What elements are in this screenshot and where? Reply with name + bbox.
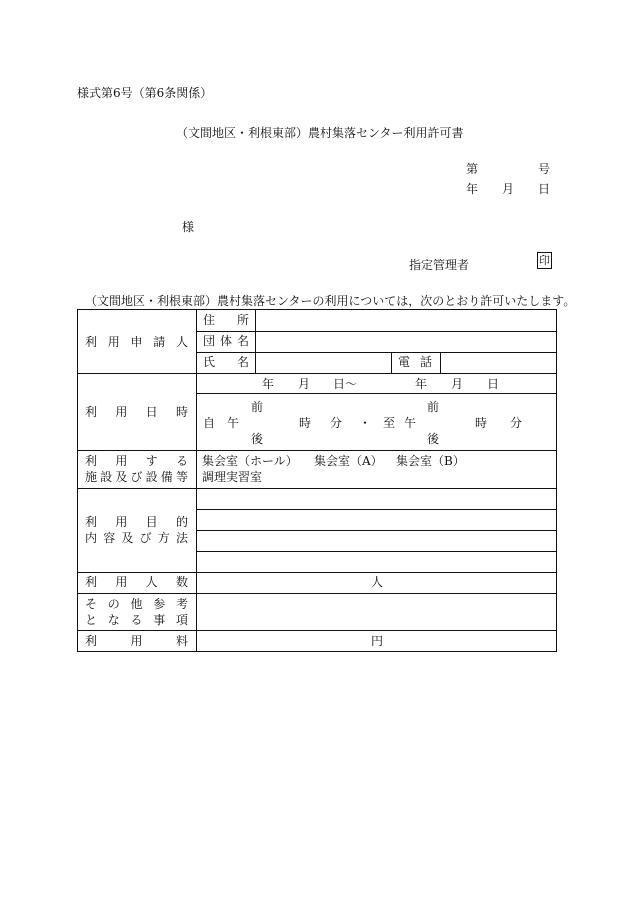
label-char: び <box>139 531 152 545</box>
from-label: 自 <box>203 416 216 430</box>
label-char: 他 <box>130 597 143 611</box>
label-char: 用 <box>115 575 128 589</box>
form-number: 様式第6号（第6条関係） <box>77 86 213 100</box>
date-month: 月 <box>501 182 514 196</box>
label-char: 用 <box>115 405 128 419</box>
number-gou: 号 <box>537 162 550 176</box>
label-char: 目 <box>145 515 158 529</box>
group-name-label <box>203 334 249 348</box>
intro-text: （文間地区・利根東部）農村集落センターの利用については，次のとおり許可いたします。 <box>85 294 576 308</box>
end-pm: 後 <box>427 432 440 446</box>
label-char: 用 <box>130 634 143 648</box>
label-char: 氏 <box>203 355 216 369</box>
label-char: 用 <box>115 454 128 468</box>
label-char: 参 <box>153 597 166 611</box>
label-char: の <box>107 597 120 611</box>
label-char: 話 <box>419 355 432 369</box>
phone-label <box>398 355 432 369</box>
label-char: 利 <box>85 634 98 648</box>
start-hour: 時 <box>299 416 312 430</box>
label-char: 方 <box>157 531 170 545</box>
label-char: 請 <box>153 335 166 349</box>
facilities-label-line2 <box>85 470 188 484</box>
datetime-label <box>85 405 188 419</box>
applicant-label-text <box>85 335 188 349</box>
number-dai: 第 <box>466 162 479 176</box>
seal-mark: 印 <box>539 254 550 267</box>
facility-option-hall: 集会室（ホール） <box>202 454 298 468</box>
label-char: 及 <box>121 531 134 545</box>
document-title: （文間地区・利根東部）農村集落センター利用許可書 <box>176 126 464 140</box>
fee-unit: 円 <box>371 634 384 648</box>
people-count-label <box>85 575 188 589</box>
end-month: 月 <box>451 377 464 391</box>
end-am: 前 <box>427 400 440 414</box>
label-char: び <box>130 470 143 484</box>
separator-dot: ・ <box>359 416 372 430</box>
label-char: 及 <box>115 470 128 484</box>
people-unit: 人 <box>371 575 384 589</box>
permit-form-table <box>77 309 557 652</box>
start-am: 前 <box>251 400 264 414</box>
date-day: 日 <box>537 182 550 196</box>
label-char: 用 <box>115 515 128 529</box>
start-month: 月 <box>298 377 311 391</box>
label-char: 数 <box>175 575 188 589</box>
applicant-label <box>85 335 188 349</box>
label-char: 内 <box>85 531 98 545</box>
name-label <box>203 355 249 369</box>
label-char: 利 <box>85 335 98 349</box>
label-char: 等 <box>175 470 188 484</box>
facility-option-room-a: 集会室（A） <box>314 454 383 468</box>
label-char: と <box>85 613 98 627</box>
start-day: 日〜 <box>333 377 358 391</box>
purpose-label-line1 <box>85 515 188 529</box>
start-noon: 午 <box>227 416 240 430</box>
addressee-sama: 様 <box>182 220 195 234</box>
label-char: る <box>130 613 143 627</box>
label-char: す <box>145 454 158 468</box>
label-char: 体 <box>219 334 232 348</box>
to-label: 至 <box>383 416 396 430</box>
manager-label: 指定管理者 <box>409 258 470 272</box>
label-char: 時 <box>175 405 188 419</box>
label-char: 利 <box>85 515 98 529</box>
label-char: 所 <box>236 313 249 327</box>
document-number-line <box>466 160 550 177</box>
label-char: 住 <box>203 313 216 327</box>
end-day: 日 <box>487 377 500 391</box>
label-char: る <box>175 454 188 468</box>
label-char: 料 <box>175 634 188 648</box>
start-minute: 分 <box>330 416 343 430</box>
other-label-line2 <box>85 613 188 627</box>
label-char: 利 <box>85 454 98 468</box>
issue-date-line <box>466 180 550 197</box>
label-char: 設 <box>100 470 113 484</box>
facility-option-room-b: 集会室（B） <box>396 454 465 468</box>
label-char: 日 <box>145 405 158 419</box>
end-minute: 分 <box>510 416 523 430</box>
label-char: 設 <box>145 470 158 484</box>
end-hour: 時 <box>475 416 488 430</box>
label-char: 容 <box>103 531 116 545</box>
label-char: 備 <box>160 470 173 484</box>
label-char: 名 <box>236 334 249 348</box>
label-char: 用 <box>107 335 120 349</box>
end-year: 年 <box>415 377 428 391</box>
label-char: 利 <box>85 575 98 589</box>
purpose-label-line2 <box>85 531 188 545</box>
end-noon: 午 <box>404 416 417 430</box>
fee-label <box>85 634 188 648</box>
label-char: 団 <box>203 334 216 348</box>
label-char: 的 <box>175 515 188 529</box>
label-char: 施 <box>85 470 98 484</box>
facility-option-cooking-room: 調理実習室 <box>202 470 263 484</box>
label-char: 電 <box>398 355 411 369</box>
label-char: そ <box>85 597 98 611</box>
label-char: 人 <box>145 575 158 589</box>
label-char: 考 <box>175 597 188 611</box>
label-char: 項 <box>175 613 188 627</box>
label-char: 名 <box>236 355 249 369</box>
label-char: 利 <box>85 405 98 419</box>
facilities-label-line1 <box>85 454 188 468</box>
label-char: な <box>107 613 120 627</box>
other-label-line1 <box>85 597 188 611</box>
start-pm: 後 <box>251 432 264 446</box>
label-char: 人 <box>175 335 188 349</box>
label-char: 法 <box>175 531 188 545</box>
start-year: 年 <box>262 377 275 391</box>
address-label <box>203 313 249 327</box>
date-year: 年 <box>466 182 479 196</box>
label-char: 事 <box>153 613 166 627</box>
label-char: 申 <box>130 335 143 349</box>
